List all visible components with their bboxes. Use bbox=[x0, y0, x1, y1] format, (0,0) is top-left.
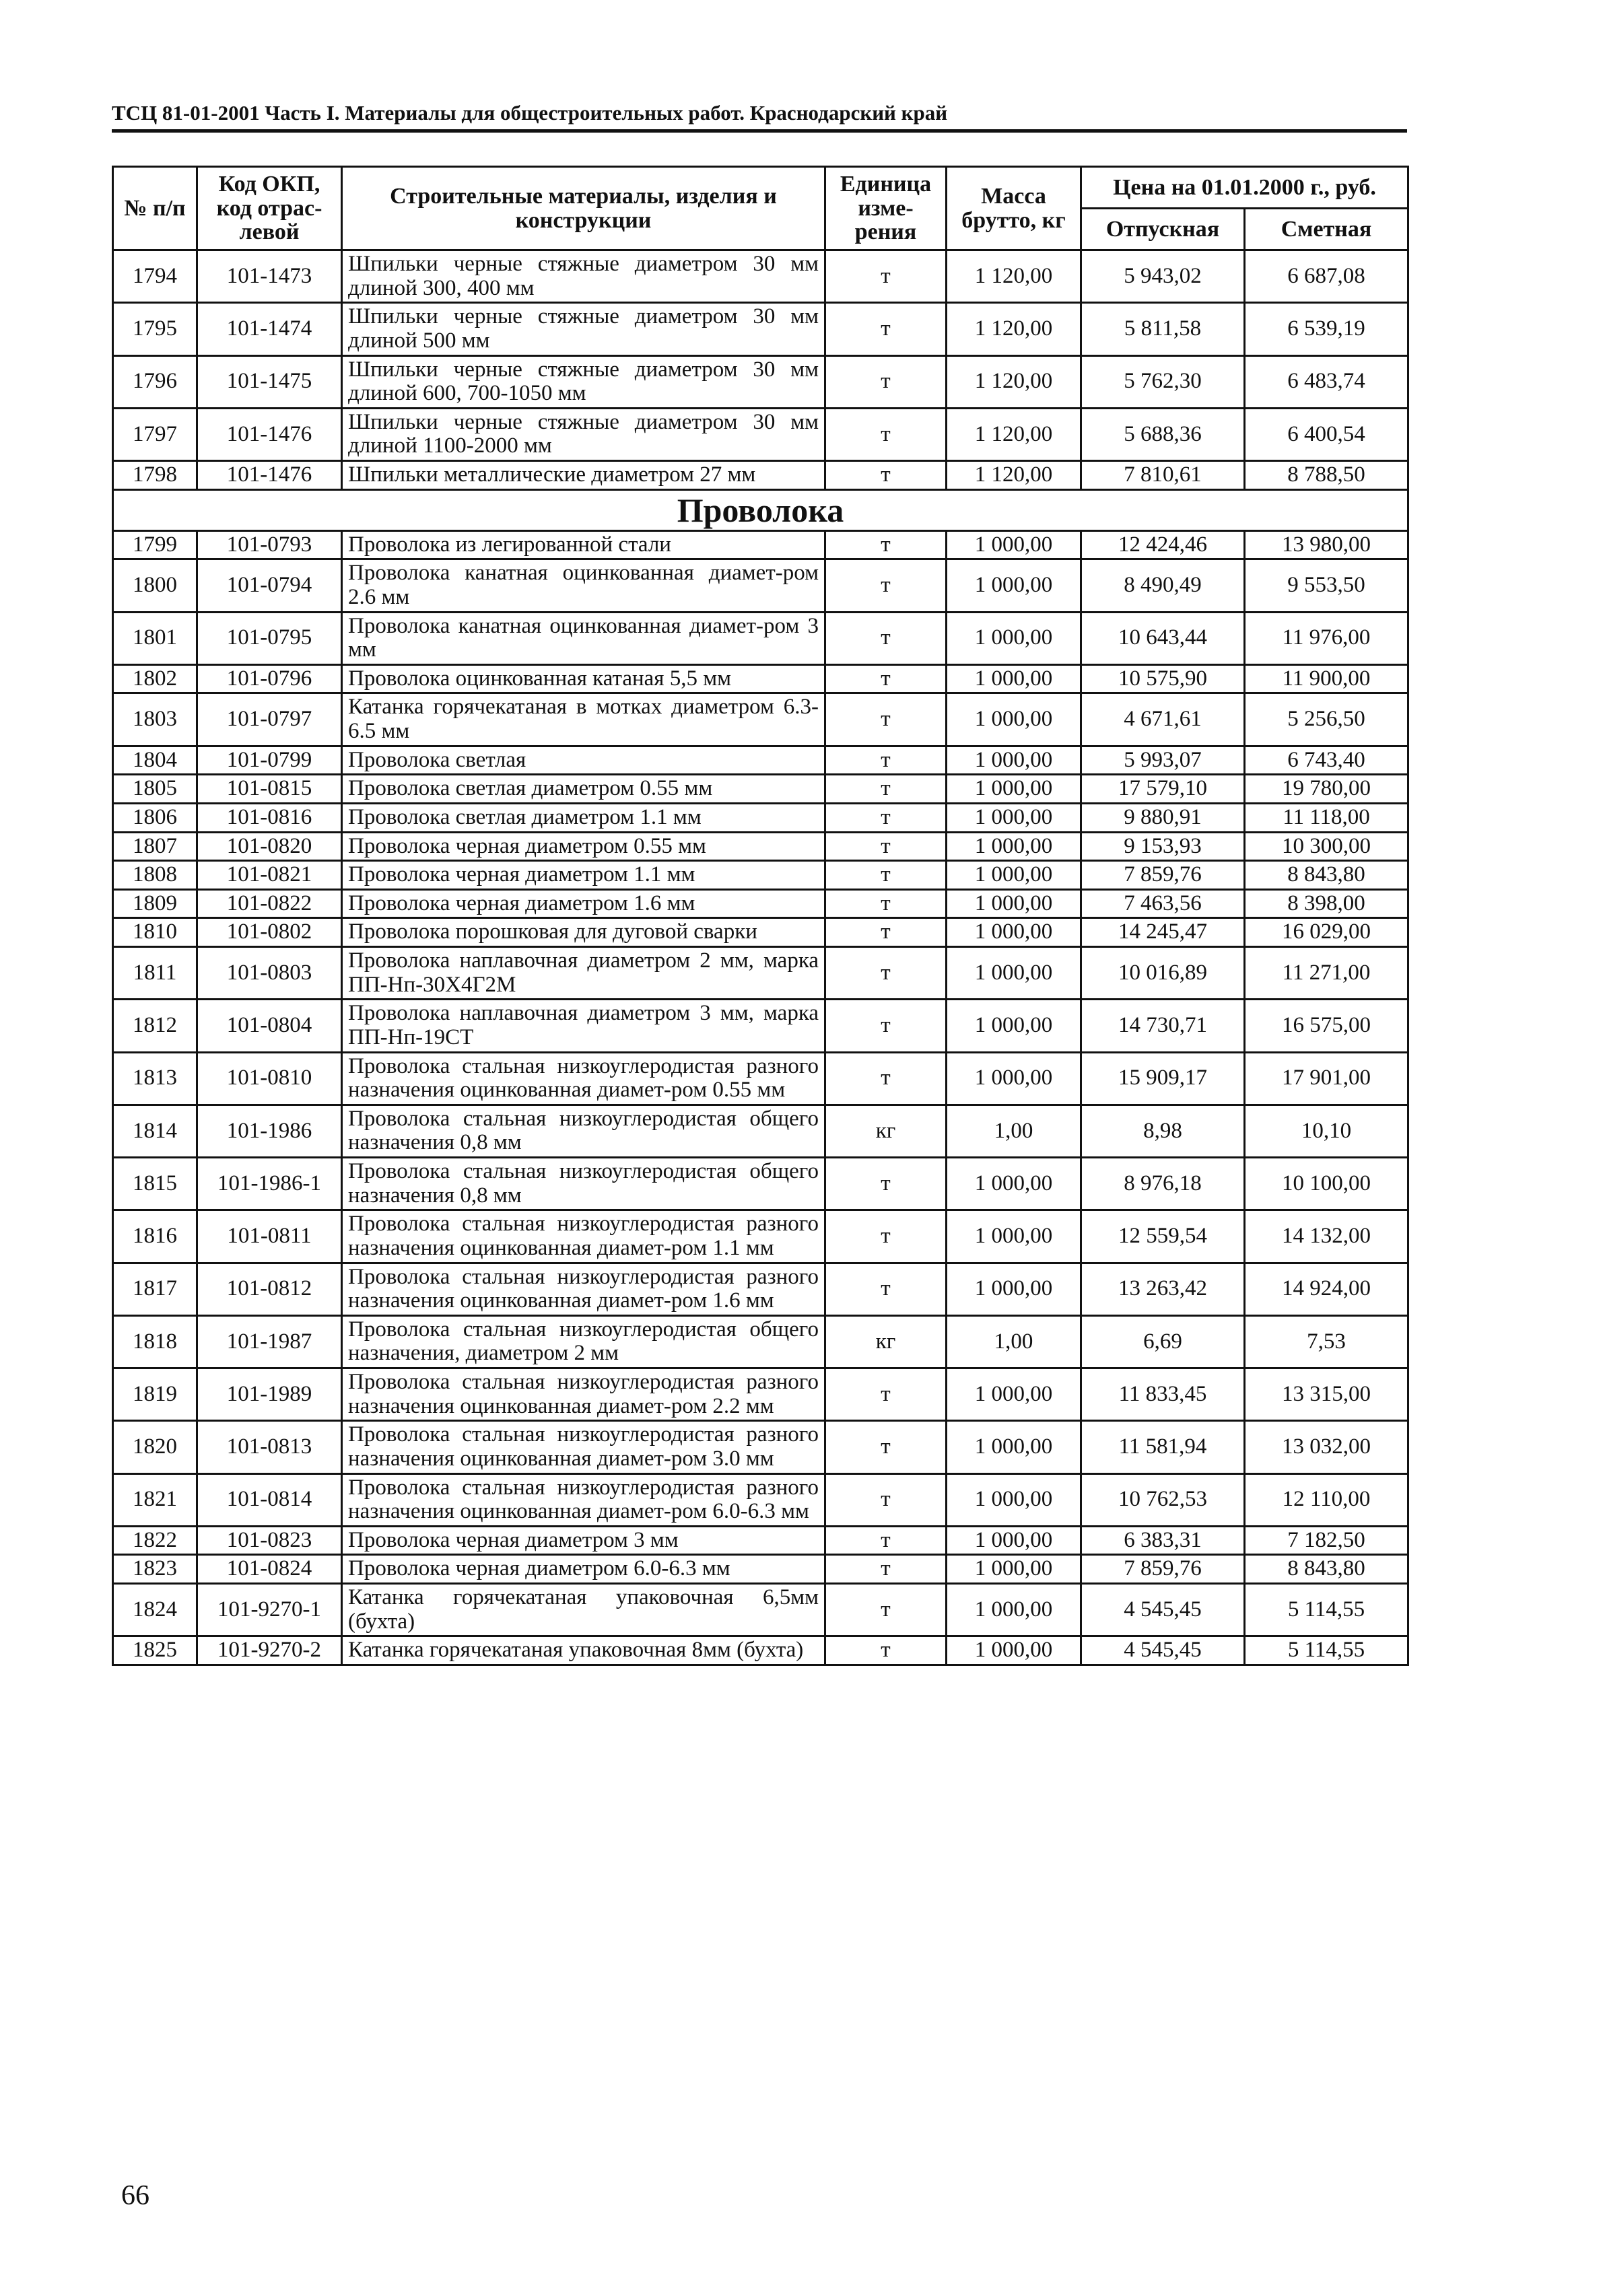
cell-num: 1821 bbox=[113, 1473, 197, 1526]
cell-price-estimate: 17 901,00 bbox=[1245, 1052, 1408, 1105]
cell-price-estimate: 13 032,00 bbox=[1245, 1421, 1408, 1473]
cell-price-release: 13 263,42 bbox=[1081, 1263, 1245, 1315]
cell-num: 1825 bbox=[113, 1636, 197, 1665]
cell-unit: т bbox=[825, 1421, 947, 1473]
cell-mass: 1,00 bbox=[947, 1105, 1081, 1157]
cell-mass: 1 000,00 bbox=[947, 1052, 1081, 1105]
table-row bbox=[113, 1315, 1408, 1368]
cell-unit: т bbox=[825, 355, 947, 408]
cell-mass: 1 000,00 bbox=[947, 1158, 1081, 1210]
cell-price-estimate: 8 398,00 bbox=[1245, 889, 1408, 918]
cell-code: 101-0810 bbox=[197, 1052, 342, 1105]
cell-code: 101-0816 bbox=[197, 803, 342, 832]
cell-num: 1815 bbox=[113, 1158, 197, 1210]
cell-price-release: 8 976,18 bbox=[1081, 1158, 1245, 1210]
cell-num: 1807 bbox=[113, 832, 197, 861]
cell-price-release: 15 909,17 bbox=[1081, 1052, 1245, 1105]
cell-num: 1810 bbox=[113, 918, 197, 947]
cell-price-estimate: 8 788,50 bbox=[1245, 461, 1408, 490]
cell-price-release: 4 671,61 bbox=[1081, 693, 1245, 746]
cell-mass: 1 000,00 bbox=[947, 832, 1081, 861]
table-row bbox=[113, 775, 1408, 804]
table-row bbox=[113, 889, 1408, 918]
cell-price-release: 7 463,56 bbox=[1081, 889, 1245, 918]
cell-price-release: 5 993,07 bbox=[1081, 746, 1245, 775]
cell-unit: т bbox=[825, 1636, 947, 1665]
cell-unit: т bbox=[825, 250, 947, 303]
table-row bbox=[113, 1000, 1408, 1052]
cell-unit: т bbox=[825, 1210, 947, 1263]
cell-code: 101-1475 bbox=[197, 355, 342, 408]
cell-name: Проволока из легированной стали bbox=[342, 530, 825, 559]
cell-name: Проволока наплавочная диаметром 2 мм, марка ПП-Нп-30Х4Г2М bbox=[342, 947, 825, 1000]
table-row bbox=[113, 664, 1408, 693]
page-number: 66 bbox=[121, 2180, 149, 2211]
cell-code: 101-0799 bbox=[197, 746, 342, 775]
cell-unit: т bbox=[825, 947, 947, 1000]
cell-code: 101-9270-1 bbox=[197, 1584, 342, 1636]
cell-price-estimate: 6 539,19 bbox=[1245, 303, 1408, 355]
col-header-unit: Единица изме-рения bbox=[825, 167, 947, 250]
cell-price-estimate: 16 575,00 bbox=[1245, 1000, 1408, 1052]
cell-unit: т bbox=[825, 1000, 947, 1052]
table-row bbox=[113, 1158, 1408, 1210]
cell-code: 101-1989 bbox=[197, 1368, 342, 1421]
cell-name: Проволока наплавочная диаметром 3 мм, марка ПП-Нп-19СТ bbox=[342, 1000, 825, 1052]
cell-price-release: 7 859,76 bbox=[1081, 1555, 1245, 1584]
cell-price-release: 14 245,47 bbox=[1081, 918, 1245, 947]
cell-price-release: 10 643,44 bbox=[1081, 612, 1245, 664]
cell-num: 1812 bbox=[113, 1000, 197, 1052]
cell-price-estimate: 13 980,00 bbox=[1245, 530, 1408, 559]
cell-price-estimate: 9 553,50 bbox=[1245, 559, 1408, 612]
cell-code: 101-1476 bbox=[197, 461, 342, 490]
cell-price-estimate: 11 118,00 bbox=[1245, 803, 1408, 832]
cell-code: 101-1986 bbox=[197, 1105, 342, 1157]
col-header-num: № п/п bbox=[113, 167, 197, 250]
cell-name: Проволока стальная низкоуглеродистая общего назначения, диаметром 2 мм bbox=[342, 1315, 825, 1368]
cell-name: Проволока стальная низкоуглеродистая разного назначения оцинкованная диамет-ром 3.0 мм bbox=[342, 1421, 825, 1473]
cell-name: Проволока черная диаметром 0.55 мм bbox=[342, 832, 825, 861]
cell-price-release: 12 559,54 bbox=[1081, 1210, 1245, 1263]
cell-mass: 1 000,00 bbox=[947, 889, 1081, 918]
cell-code: 101-0824 bbox=[197, 1555, 342, 1584]
cell-name: Проволока черная диаметром 3 мм bbox=[342, 1526, 825, 1555]
cell-num: 1808 bbox=[113, 861, 197, 890]
cell-mass: 1 120,00 bbox=[947, 408, 1081, 460]
col-header-mass: Масса брутто, кг bbox=[947, 167, 1081, 250]
cell-num: 1800 bbox=[113, 559, 197, 612]
cell-code: 101-0821 bbox=[197, 861, 342, 890]
cell-name: Шпильки черные стяжные диаметром 30 мм длиной 500 мм bbox=[342, 303, 825, 355]
cell-price-release: 4 545,45 bbox=[1081, 1636, 1245, 1665]
cell-num: 1813 bbox=[113, 1052, 197, 1105]
cell-mass: 1 000,00 bbox=[947, 559, 1081, 612]
cell-name: Катанка горячекатаная упаковочная 6,5мм (бухта) bbox=[342, 1584, 825, 1636]
cell-mass: 1 120,00 bbox=[947, 461, 1081, 490]
cell-price-release: 4 545,45 bbox=[1081, 1584, 1245, 1636]
section-row-group bbox=[113, 489, 1408, 530]
cell-name: Проволока стальная низкоуглеродистая разного назначения оцинкованная диамет-ром 1.1 мм bbox=[342, 1210, 825, 1263]
cell-unit: т bbox=[825, 861, 947, 890]
cell-name: Проволока порошковая для дуговой сварки bbox=[342, 918, 825, 947]
table-row bbox=[113, 461, 1408, 490]
cell-num: 1806 bbox=[113, 803, 197, 832]
cell-name: Шпильки металлические диаметром 27 мм bbox=[342, 461, 825, 490]
cell-name: Проволока черная диаметром 1.1 мм bbox=[342, 861, 825, 890]
cell-num: 1794 bbox=[113, 250, 197, 303]
cell-mass: 1 000,00 bbox=[947, 1421, 1081, 1473]
cell-code: 101-1987 bbox=[197, 1315, 342, 1368]
cell-unit: т bbox=[825, 775, 947, 804]
cell-name: Проволока стальная низкоуглеродистая общего назначения 0,8 мм bbox=[342, 1158, 825, 1210]
cell-code: 101-1474 bbox=[197, 303, 342, 355]
table-row bbox=[113, 803, 1408, 832]
cell-name: Проволока канатная оцинкованная диамет-ром 2.6 мм bbox=[342, 559, 825, 612]
cell-mass: 1 000,00 bbox=[947, 1473, 1081, 1526]
cell-price-release: 9 153,93 bbox=[1081, 832, 1245, 861]
cell-unit: т bbox=[825, 1052, 947, 1105]
cell-mass: 1 000,00 bbox=[947, 918, 1081, 947]
cell-price-estimate: 16 029,00 bbox=[1245, 918, 1408, 947]
col-header-code: Код ОКП, код отрас-левой bbox=[197, 167, 342, 250]
cell-price-release: 7 859,76 bbox=[1081, 861, 1245, 890]
cell-mass: 1 000,00 bbox=[947, 612, 1081, 664]
table-row bbox=[113, 1526, 1408, 1555]
cell-mass: 1 120,00 bbox=[947, 355, 1081, 408]
cell-mass: 1 000,00 bbox=[947, 775, 1081, 804]
cell-num: 1799 bbox=[113, 530, 197, 559]
cell-num: 1822 bbox=[113, 1526, 197, 1555]
cell-name: Проволока черная диаметром 6.0-6.3 мм bbox=[342, 1555, 825, 1584]
cell-price-release: 6,69 bbox=[1081, 1315, 1245, 1368]
cell-num: 1804 bbox=[113, 746, 197, 775]
cell-price-release: 10 762,53 bbox=[1081, 1473, 1245, 1526]
cell-name: Проволока стальная низкоуглеродистая разного назначения оцинкованная диамет-ром 1.6 мм bbox=[342, 1263, 825, 1315]
cell-name: Проволока светлая bbox=[342, 746, 825, 775]
cell-code: 101-0796 bbox=[197, 664, 342, 693]
table-row bbox=[113, 355, 1408, 408]
table-row bbox=[113, 530, 1408, 559]
cell-code: 101-0812 bbox=[197, 1263, 342, 1315]
cell-unit: т bbox=[825, 303, 947, 355]
cell-unit: т bbox=[825, 693, 947, 746]
cell-code: 101-0813 bbox=[197, 1421, 342, 1473]
table-body-bottom bbox=[113, 530, 1408, 1665]
cell-name: Проволока стальная низкоуглеродистая общего назначения 0,8 мм bbox=[342, 1105, 825, 1157]
cell-price-estimate: 14 924,00 bbox=[1245, 1263, 1408, 1315]
table-row bbox=[113, 612, 1408, 664]
cell-code: 101-9270-2 bbox=[197, 1636, 342, 1665]
cell-price-estimate: 6 400,54 bbox=[1245, 408, 1408, 460]
cell-num: 1814 bbox=[113, 1105, 197, 1157]
cell-price-release: 5 688,36 bbox=[1081, 408, 1245, 460]
cell-mass: 1 000,00 bbox=[947, 693, 1081, 746]
cell-unit: т bbox=[825, 461, 947, 490]
cell-unit: т bbox=[825, 559, 947, 612]
cell-unit: кг bbox=[825, 1315, 947, 1368]
cell-name: Проволока оцинкованная катаная 5,5 мм bbox=[342, 664, 825, 693]
table-body-top bbox=[113, 250, 1408, 490]
col-header-name: Строительные материалы, изделия и конструкции bbox=[342, 167, 825, 250]
table-row bbox=[113, 1368, 1408, 1421]
cell-price-release: 11 833,45 bbox=[1081, 1368, 1245, 1421]
cell-name: Проволока стальная низкоуглеродистая разного назначения оцинкованная диамет-ром 0.55 мм bbox=[342, 1052, 825, 1105]
cell-name: Проволока черная диаметром 1.6 мм bbox=[342, 889, 825, 918]
cell-code: 101-0814 bbox=[197, 1473, 342, 1526]
cell-mass: 1 000,00 bbox=[947, 746, 1081, 775]
table-row bbox=[113, 1105, 1408, 1157]
cell-mass: 1 000,00 bbox=[947, 1526, 1081, 1555]
page-header-title: ТСЦ 81-01-2001 Часть I. Материалы для общестроительных работ. Краснодарский край bbox=[112, 101, 948, 125]
cell-num: 1823 bbox=[113, 1555, 197, 1584]
table-row bbox=[113, 408, 1408, 460]
section-title: Проволока bbox=[113, 489, 1408, 530]
table-row bbox=[113, 1210, 1408, 1263]
cell-unit: т bbox=[825, 408, 947, 460]
cell-name: Шпильки черные стяжные диаметром 30 мм длиной 300, 400 мм bbox=[342, 250, 825, 303]
cell-price-estimate: 11 900,00 bbox=[1245, 664, 1408, 693]
section-row bbox=[113, 489, 1408, 530]
cell-unit: т bbox=[825, 832, 947, 861]
cell-num: 1824 bbox=[113, 1584, 197, 1636]
cell-price-estimate: 10,10 bbox=[1245, 1105, 1408, 1157]
cell-unit: т bbox=[825, 1368, 947, 1421]
cell-unit: т bbox=[825, 1555, 947, 1584]
cell-price-estimate: 5 114,55 bbox=[1245, 1584, 1408, 1636]
cell-mass: 1 000,00 bbox=[947, 1555, 1081, 1584]
cell-mass: 1 000,00 bbox=[947, 1636, 1081, 1665]
cell-code: 101-0823 bbox=[197, 1526, 342, 1555]
cell-price-estimate: 7,53 bbox=[1245, 1315, 1408, 1368]
cell-price-estimate: 7 182,50 bbox=[1245, 1526, 1408, 1555]
cell-mass: 1 000,00 bbox=[947, 1368, 1081, 1421]
cell-num: 1803 bbox=[113, 693, 197, 746]
cell-unit: т bbox=[825, 1584, 947, 1636]
cell-code: 101-0794 bbox=[197, 559, 342, 612]
cell-price-release: 5 943,02 bbox=[1081, 250, 1245, 303]
cell-name: Катанка горячекатаная в мотках диаметром 6.3-6.5 мм bbox=[342, 693, 825, 746]
cell-num: 1796 bbox=[113, 355, 197, 408]
cell-price-estimate: 5 114,55 bbox=[1245, 1636, 1408, 1665]
cell-num: 1795 bbox=[113, 303, 197, 355]
cell-price-estimate: 6 743,40 bbox=[1245, 746, 1408, 775]
cell-price-release: 14 730,71 bbox=[1081, 1000, 1245, 1052]
table-row bbox=[113, 250, 1408, 303]
cell-code: 101-0815 bbox=[197, 775, 342, 804]
cell-price-estimate: 8 843,80 bbox=[1245, 1555, 1408, 1584]
cell-price-release: 12 424,46 bbox=[1081, 530, 1245, 559]
cell-unit: т bbox=[825, 918, 947, 947]
price-table bbox=[112, 166, 1409, 1666]
cell-price-estimate: 19 780,00 bbox=[1245, 775, 1408, 804]
cell-unit: т bbox=[825, 1263, 947, 1315]
table-row bbox=[113, 947, 1408, 1000]
cell-price-release: 5 762,30 bbox=[1081, 355, 1245, 408]
cell-price-release: 7 810,61 bbox=[1081, 461, 1245, 490]
cell-price-estimate: 11 271,00 bbox=[1245, 947, 1408, 1000]
cell-code: 101-0822 bbox=[197, 889, 342, 918]
cell-mass: 1 000,00 bbox=[947, 664, 1081, 693]
table-row bbox=[113, 1584, 1408, 1636]
cell-name: Проволока стальная низкоуглеродистая разного назначения оцинкованная диамет-ром 6.0-6.3 мм bbox=[342, 1473, 825, 1526]
cell-mass: 1 000,00 bbox=[947, 1584, 1081, 1636]
cell-code: 101-0793 bbox=[197, 530, 342, 559]
cell-unit: т bbox=[825, 746, 947, 775]
table-row bbox=[113, 1421, 1408, 1473]
cell-mass: 1 120,00 bbox=[947, 303, 1081, 355]
table-row bbox=[113, 861, 1408, 890]
cell-price-release: 10 016,89 bbox=[1081, 947, 1245, 1000]
table-row bbox=[113, 1555, 1408, 1584]
cell-unit: т bbox=[825, 664, 947, 693]
cell-price-release: 8 490,49 bbox=[1081, 559, 1245, 612]
cell-price-release: 8,98 bbox=[1081, 1105, 1245, 1157]
cell-price-release: 10 575,90 bbox=[1081, 664, 1245, 693]
cell-price-estimate: 5 256,50 bbox=[1245, 693, 1408, 746]
cell-code: 101-0797 bbox=[197, 693, 342, 746]
cell-code: 101-1986-1 bbox=[197, 1158, 342, 1210]
cell-unit: т bbox=[825, 889, 947, 918]
cell-unit: кг bbox=[825, 1105, 947, 1157]
cell-mass: 1 000,00 bbox=[947, 803, 1081, 832]
cell-unit: т bbox=[825, 530, 947, 559]
col-header-price-release: Отпускная bbox=[1081, 209, 1245, 250]
cell-price-release: 6 383,31 bbox=[1081, 1526, 1245, 1555]
cell-num: 1816 bbox=[113, 1210, 197, 1263]
cell-price-estimate: 6 483,74 bbox=[1245, 355, 1408, 408]
table-row bbox=[113, 918, 1408, 947]
cell-name: Шпильки черные стяжные диаметром 30 мм длиной 600, 700-1050 мм bbox=[342, 355, 825, 408]
cell-name: Проволока светлая диаметром 1.1 мм bbox=[342, 803, 825, 832]
cell-mass: 1 120,00 bbox=[947, 250, 1081, 303]
table-row bbox=[113, 559, 1408, 612]
table-row bbox=[113, 1636, 1408, 1665]
cell-num: 1817 bbox=[113, 1263, 197, 1315]
cell-num: 1802 bbox=[113, 664, 197, 693]
cell-price-release: 9 880,91 bbox=[1081, 803, 1245, 832]
cell-num: 1805 bbox=[113, 775, 197, 804]
cell-code: 101-1473 bbox=[197, 250, 342, 303]
cell-unit: т bbox=[825, 1526, 947, 1555]
cell-price-estimate: 12 110,00 bbox=[1245, 1473, 1408, 1526]
cell-num: 1798 bbox=[113, 461, 197, 490]
cell-mass: 1 000,00 bbox=[947, 530, 1081, 559]
cell-code: 101-0811 bbox=[197, 1210, 342, 1263]
cell-unit: т bbox=[825, 612, 947, 664]
cell-name: Проволока канатная оцинкованная диамет-ром 3 мм bbox=[342, 612, 825, 664]
table-row bbox=[113, 1263, 1408, 1315]
cell-price-estimate: 6 687,08 bbox=[1245, 250, 1408, 303]
cell-mass: 1 000,00 bbox=[947, 1000, 1081, 1052]
table-head bbox=[113, 167, 1408, 250]
cell-unit: т bbox=[825, 1473, 947, 1526]
cell-num: 1797 bbox=[113, 408, 197, 460]
table-row bbox=[113, 303, 1408, 355]
cell-num: 1818 bbox=[113, 1315, 197, 1368]
cell-mass: 1 000,00 bbox=[947, 1210, 1081, 1263]
cell-unit: т bbox=[825, 1158, 947, 1210]
cell-price-estimate: 10 100,00 bbox=[1245, 1158, 1408, 1210]
cell-price-estimate: 11 976,00 bbox=[1245, 612, 1408, 664]
cell-mass: 1 000,00 bbox=[947, 861, 1081, 890]
cell-mass: 1,00 bbox=[947, 1315, 1081, 1368]
col-header-price-estimate: Сметная bbox=[1245, 209, 1408, 250]
cell-code: 101-0804 bbox=[197, 1000, 342, 1052]
cell-unit: т bbox=[825, 803, 947, 832]
cell-price-release: 17 579,10 bbox=[1081, 775, 1245, 804]
cell-num: 1801 bbox=[113, 612, 197, 664]
table-row bbox=[113, 1052, 1408, 1105]
cell-code: 101-0803 bbox=[197, 947, 342, 1000]
cell-num: 1819 bbox=[113, 1368, 197, 1421]
cell-price-estimate: 8 843,80 bbox=[1245, 861, 1408, 890]
cell-code: 101-0820 bbox=[197, 832, 342, 861]
cell-price-release: 5 811,58 bbox=[1081, 303, 1245, 355]
table-row bbox=[113, 746, 1408, 775]
cell-code: 101-1476 bbox=[197, 408, 342, 460]
cell-name: Шпильки черные стяжные диаметром 30 мм длиной 1100-2000 мм bbox=[342, 408, 825, 460]
table-row bbox=[113, 832, 1408, 861]
cell-name: Проволока стальная низкоуглеродистая разного назначения оцинкованная диамет-ром 2.2 мм bbox=[342, 1368, 825, 1421]
cell-price-estimate: 14 132,00 bbox=[1245, 1210, 1408, 1263]
cell-mass: 1 000,00 bbox=[947, 947, 1081, 1000]
table-row bbox=[113, 1473, 1408, 1526]
cell-num: 1811 bbox=[113, 947, 197, 1000]
col-header-price-group: Цена на 01.01.2000 г., руб. bbox=[1081, 167, 1408, 209]
cell-price-estimate: 13 315,00 bbox=[1245, 1368, 1408, 1421]
cell-num: 1809 bbox=[113, 889, 197, 918]
cell-num: 1820 bbox=[113, 1421, 197, 1473]
cell-code: 101-0795 bbox=[197, 612, 342, 664]
table-row bbox=[113, 693, 1408, 746]
cell-code: 101-0802 bbox=[197, 918, 342, 947]
cell-name: Катанка горячекатаная упаковочная 8мм (бухта) bbox=[342, 1636, 825, 1665]
cell-price-estimate: 10 300,00 bbox=[1245, 832, 1408, 861]
cell-mass: 1 000,00 bbox=[947, 1263, 1081, 1315]
cell-price-release: 11 581,94 bbox=[1081, 1421, 1245, 1473]
cell-name: Проволока светлая диаметром 0.55 мм bbox=[342, 775, 825, 804]
header-rule bbox=[112, 129, 1407, 133]
